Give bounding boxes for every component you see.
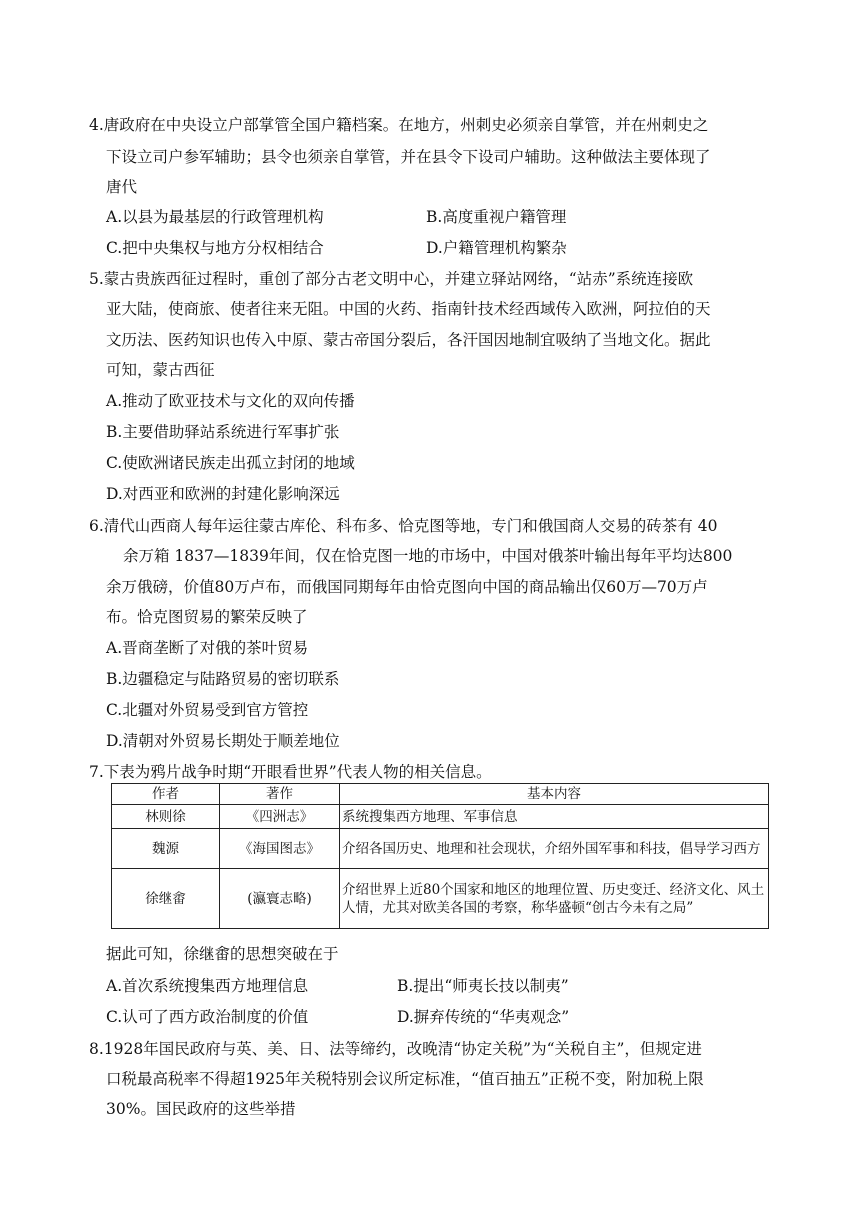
q6-stem-line-1: 6.清代山西商人每年运往蒙古库伦、科布多、恰克图等地，专门和俄国商人交易的砖茶有 40 — [89, 517, 718, 535]
q4-stem-line-2: 下设立司户参军辅助；县令也须亲自掌管，并在县令下设司户辅助。这种做法主要体现了 — [106, 148, 711, 166]
q6-stem-line-2: 余万箱 1837—1839年间，仅在恰克图一地的市场中，中国对俄茶叶输出每年平均达800 — [123, 547, 733, 565]
q5-option-c: C.使欧洲诸民族走出孤立封闭的地域 — [106, 454, 355, 472]
q7-option-b: B.提出“师夷长技以制夷” — [397, 977, 569, 995]
q4-stem-line-1: 4.唐政府在中央设立户部掌管全国户籍档案。在地方，州刺史必须亲自掌管，并在州刺史之 — [89, 116, 709, 134]
q4-option-d: D.户籍管理机构繁杂 — [426, 239, 567, 257]
q4-option-a: A.以县为最基层的行政管理机构 — [106, 208, 324, 226]
table-header-content: 基本内容 — [340, 784, 769, 805]
q4-option-c: C.把中央集权与地方分权相结合 — [106, 239, 324, 257]
q4-stem-line-3: 唐代 — [106, 178, 138, 196]
table-cell-work: 《海国图志》 — [220, 829, 340, 869]
q5-option-b: B.主要借助驿站系统进行军事扩张 — [106, 423, 340, 441]
table-cell-work: (瀛寰志略) — [220, 869, 340, 929]
table-header-work: 著作 — [220, 784, 340, 805]
q5-stem-line-2: 亚大陆，使商旅、使者往来无阻。中国的火药、指南针技术经西域传入欧洲，阿拉伯的天 — [106, 300, 711, 318]
table-cell-content: 介绍世界上近80个国家和地区的地理位置、历史变迁、经济文化、风土人情，尤其对欧美各国的考察，称华盛顿“创古今未有之局” — [340, 869, 769, 929]
table-header-author: 作者 — [112, 784, 220, 805]
q7-stem: 7.下表为鸦片战争时期“开眼看世界”代表人物的相关信息。 — [89, 763, 492, 781]
table-cell-content: 系统搜集西方地理、军事信息 — [340, 805, 769, 829]
q6-stem-line-4: 布。恰克图贸易的繁荣反映了 — [106, 608, 308, 626]
q7-followup: 据此可知，徐继畬的思想突破在于 — [106, 945, 339, 963]
q5-stem-line-4: 可知，蒙古西征 — [106, 361, 215, 379]
q6-option-c: C.北疆对外贸易受到官方管控 — [106, 701, 309, 719]
q7-option-c: C.认可了西方政治制度的价值 — [106, 1008, 309, 1026]
q8-stem-line-3: 30%。国民政府的这些举措 — [106, 1100, 296, 1118]
q7-option-d: D.摒弃传统的“华夷观念” — [397, 1008, 570, 1026]
q5-stem-line-1: 5.蒙古贵族西征过程时，重创了部分古老文明中心，并建立驿站网络，“站赤”系统连接欧 — [89, 270, 694, 288]
table-cell-author: 魏源 — [112, 829, 220, 869]
q7-option-a: A.首次系统搜集西方地理信息 — [106, 977, 309, 995]
q5-option-d: D.对西亚和欧洲的封建化影响深远 — [106, 485, 340, 503]
q5-stem-line-3: 文历法、医药知识也传入中原、蒙古帝国分裂后，各汗国因地制宜吸纳了当地文化。据此 — [106, 331, 711, 349]
q5-option-a: A.推动了欧亚技术与文化的双向传播 — [106, 392, 355, 410]
table-cell-author: 林则徐 — [112, 805, 220, 829]
table-cell-work: 《四洲志》 — [220, 805, 340, 829]
q8-stem-line-1: 8.1928年国民政府与英、美、日、法等缔约，改晚清“协定关税”为“关税自主”，但规定进 — [89, 1040, 702, 1058]
q7-info-table — [111, 783, 769, 929]
q6-option-d: D.清朝对外贸易长期处于顺差地位 — [106, 732, 340, 750]
q6-option-b: B.边疆稳定与陆路贸易的密切联系 — [106, 670, 340, 688]
table-cell-content: 介绍各国历史、地理和社会现状，介绍外国军事和科技，倡导学习西方 — [340, 829, 769, 869]
q6-stem-line-3: 余万俄磅，价值80万卢布，而俄国同期每年由恰克图向中国的商品输出仅60万—70万卢 — [106, 578, 708, 596]
table-row — [112, 829, 769, 869]
table-row — [112, 805, 769, 829]
table-row — [112, 869, 769, 929]
q4-option-b: B.高度重视户籍管理 — [426, 208, 567, 226]
table-cell-author: 徐继畬 — [112, 869, 220, 929]
q6-option-a: A.晋商垄断了对俄的茶叶贸易 — [106, 639, 309, 657]
q8-stem-line-2: 口税最高税率不得超1925年关税特别会议所定标准，“值百抽五”正税不变，附加税上限 — [106, 1070, 704, 1088]
table-header-row — [112, 784, 769, 805]
